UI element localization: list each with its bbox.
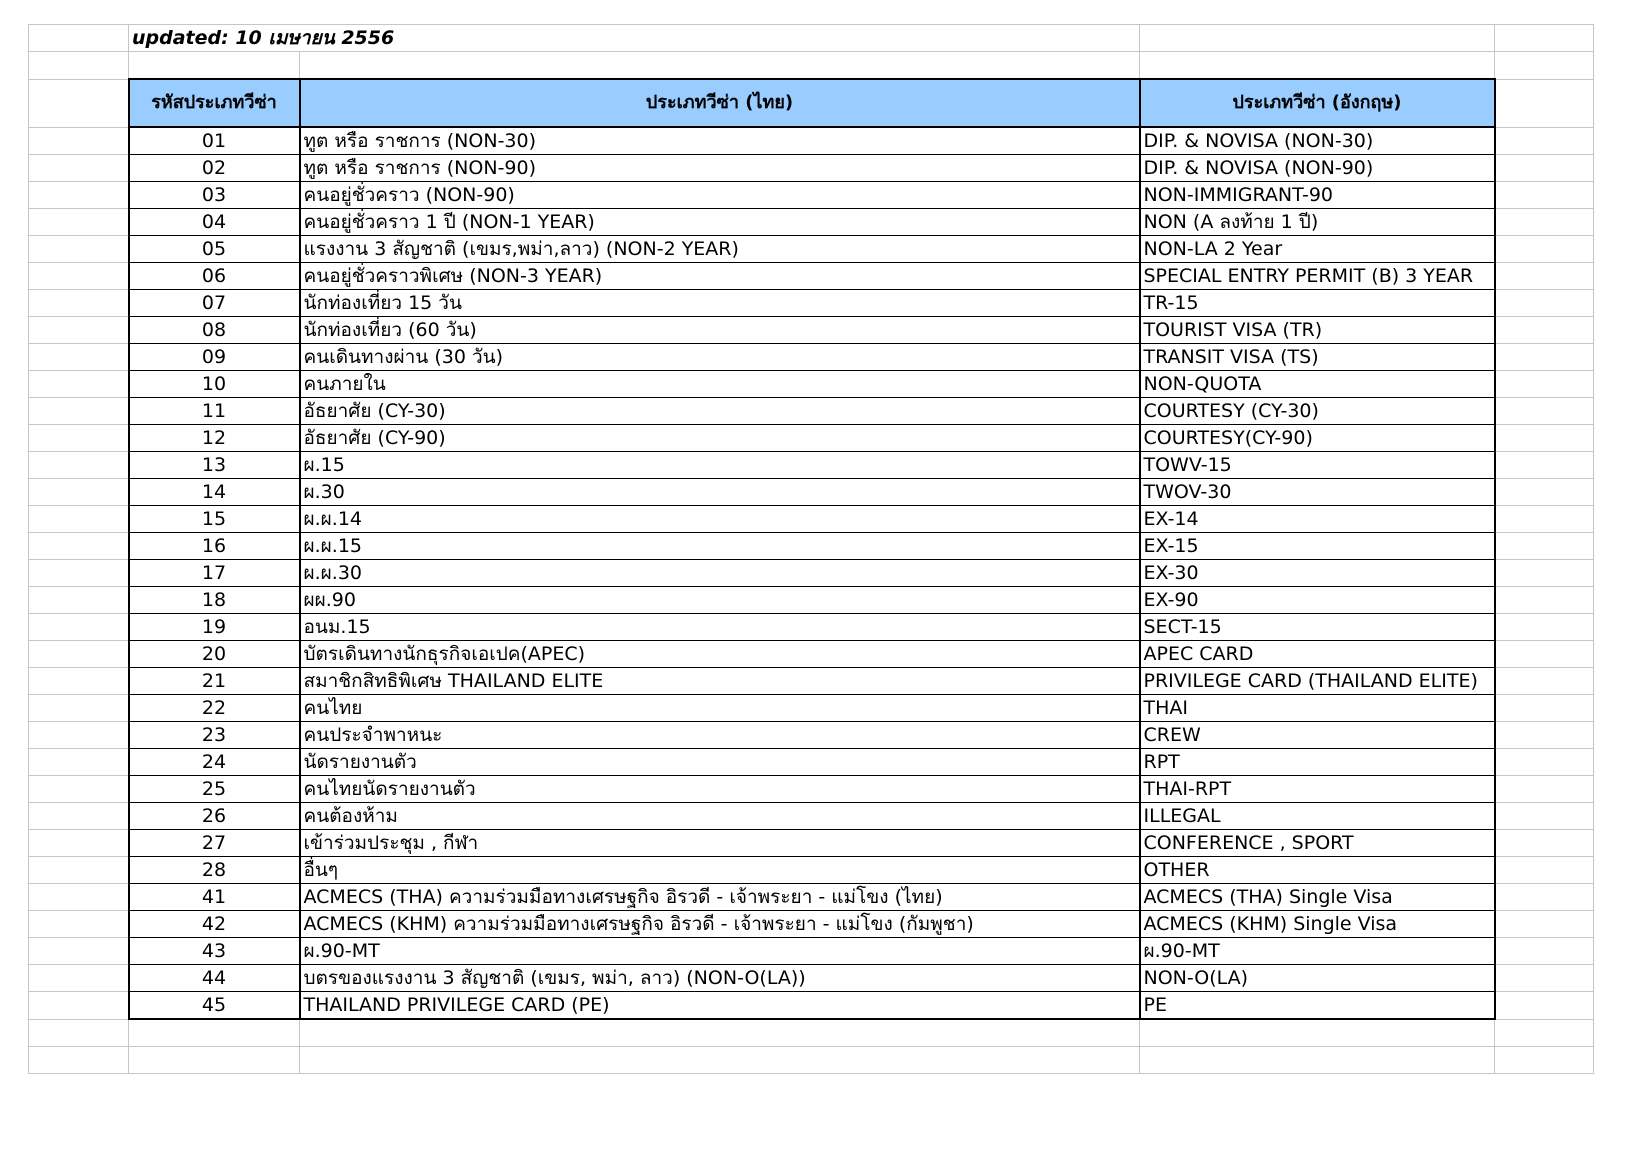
- visa-code-cell[interactable]: 25: [129, 776, 300, 803]
- visa-english-cell[interactable]: OTHER: [1140, 857, 1495, 884]
- cell[interactable]: [29, 641, 129, 668]
- cell[interactable]: [29, 776, 129, 803]
- cell[interactable]: [29, 127, 129, 155]
- visa-english-cell[interactable]: ผ.90-MT: [1140, 938, 1495, 965]
- visa-english-cell[interactable]: NON-O(LA): [1140, 965, 1495, 992]
- header-english[interactable]: ประเภทวีซ่า (อังกฤษ): [1140, 79, 1495, 127]
- cell[interactable]: [1140, 25, 1495, 52]
- cell[interactable]: [1495, 263, 1594, 290]
- visa-thai-cell[interactable]: อนม.15: [300, 614, 1140, 641]
- cell[interactable]: [129, 52, 300, 80]
- visa-thai-cell[interactable]: คนเดินทางผ่าน (30 วัน): [300, 344, 1140, 371]
- visa-thai-cell[interactable]: ACMECS (THA) ความร่วมมือทางเศรษฐกิจ อิรวดี - เจ้าพระยา - แม่โขง (ไทย): [300, 884, 1140, 911]
- cell[interactable]: [129, 1019, 300, 1047]
- visa-code-cell[interactable]: 13: [129, 452, 300, 479]
- cell[interactable]: [29, 155, 129, 182]
- visa-type-sheet: [28, 24, 1594, 1074]
- visa-english-cell[interactable]: DIP. & NOVISA (NON-90): [1140, 155, 1495, 182]
- cell[interactable]: [29, 830, 129, 857]
- sheet-body: [29, 25, 1594, 1074]
- visa-thai-cell[interactable]: คนอยู่ชั่วคราว 1 ปี (NON-1 YEAR): [300, 209, 1140, 236]
- cell[interactable]: [1495, 803, 1594, 830]
- cell[interactable]: [29, 668, 129, 695]
- visa-code-cell[interactable]: 43: [129, 938, 300, 965]
- visa-code-cell[interactable]: 16: [129, 533, 300, 560]
- visa-code-cell[interactable]: 07: [129, 290, 300, 317]
- header-thai[interactable]: ประเภทวีซ่า (ไทย): [300, 79, 1140, 127]
- table-row: [29, 371, 1594, 398]
- visa-english-cell[interactable]: TOWV-15: [1140, 452, 1495, 479]
- visa-code-cell[interactable]: 06: [129, 263, 300, 290]
- visa-thai-cell[interactable]: ผ.ผ.14: [300, 506, 1140, 533]
- table-row: [29, 803, 1594, 830]
- blank-row: [29, 1047, 1594, 1074]
- cell[interactable]: [1495, 938, 1594, 965]
- table-row: [29, 776, 1594, 803]
- visa-english-cell[interactable]: SECT-15: [1140, 614, 1495, 641]
- cell[interactable]: [1495, 25, 1594, 52]
- cell[interactable]: [1495, 776, 1594, 803]
- table-row: [29, 398, 1594, 425]
- visa-code-cell[interactable]: 18: [129, 587, 300, 614]
- cell[interactable]: [29, 371, 129, 398]
- table-row: [29, 344, 1594, 371]
- cell[interactable]: [29, 425, 129, 452]
- cell[interactable]: [1495, 749, 1594, 776]
- visa-thai-cell[interactable]: สมาชิกสิทธิพิเศษ THAILAND ELITE: [300, 668, 1140, 695]
- visa-thai-cell[interactable]: ผ.90-MT: [300, 938, 1140, 965]
- visa-thai-cell[interactable]: ผผ.90: [300, 587, 1140, 614]
- visa-english-cell[interactable]: TWOV-30: [1140, 479, 1495, 506]
- cell[interactable]: [1495, 52, 1594, 80]
- cell[interactable]: [1495, 182, 1594, 209]
- visa-english-cell[interactable]: EX-30: [1140, 560, 1495, 587]
- table-row: [29, 182, 1594, 209]
- cell[interactable]: [29, 1019, 129, 1047]
- visa-code-cell[interactable]: 27: [129, 830, 300, 857]
- visa-thai-cell[interactable]: อื่นๆ: [300, 857, 1140, 884]
- visa-code-cell[interactable]: 42: [129, 911, 300, 938]
- visa-thai-cell[interactable]: คนอยู่ชั่วคราว (NON-90): [300, 182, 1140, 209]
- visa-english-cell[interactable]: NON (A ลงท้าย 1 ปี): [1140, 209, 1495, 236]
- blank-row: [29, 52, 1594, 80]
- visa-thai-cell[interactable]: นักท่องเที่ยว (60 วัน): [300, 317, 1140, 344]
- table-row: [29, 155, 1594, 182]
- table-row: [29, 749, 1594, 776]
- cell[interactable]: [29, 695, 129, 722]
- cell[interactable]: [29, 1047, 129, 1074]
- cell[interactable]: [29, 749, 129, 776]
- visa-thai-cell[interactable]: คนประจำพาหนะ: [300, 722, 1140, 749]
- visa-code-cell[interactable]: 04: [129, 209, 300, 236]
- cell[interactable]: [1495, 857, 1594, 884]
- visa-thai-cell[interactable]: อัธยาศัย (CY-30): [300, 398, 1140, 425]
- visa-code-cell[interactable]: 21: [129, 668, 300, 695]
- visa-english-cell[interactable]: CONFERENCE , SPORT: [1140, 830, 1495, 857]
- visa-code-cell[interactable]: 26: [129, 803, 300, 830]
- visa-english-cell[interactable]: EX-14: [1140, 506, 1495, 533]
- cell[interactable]: [1495, 614, 1594, 641]
- table-row: [29, 722, 1594, 749]
- cell[interactable]: [1495, 452, 1594, 479]
- updated-label[interactable]: updated: 10 เมษายน 2556: [129, 25, 1140, 52]
- table-row: [29, 884, 1594, 911]
- cell[interactable]: [1495, 317, 1594, 344]
- visa-thai-cell[interactable]: บัตรเดินทางนักธุรกิจเอเปค(APEC): [300, 641, 1140, 668]
- cell[interactable]: [129, 1047, 300, 1074]
- visa-code-cell[interactable]: 19: [129, 614, 300, 641]
- cell[interactable]: [1495, 209, 1594, 236]
- visa-thai-cell[interactable]: ผ.ผ.30: [300, 560, 1140, 587]
- visa-english-cell[interactable]: NON-LA 2 Year: [1140, 236, 1495, 263]
- visa-english-cell[interactable]: TRANSIT VISA (TS): [1140, 344, 1495, 371]
- visa-english-cell[interactable]: SPECIAL ENTRY PERMIT (B) 3 YEAR: [1140, 263, 1495, 290]
- table-row: [29, 641, 1594, 668]
- visa-thai-cell[interactable]: ทูต หรือ ราชการ (NON-90): [300, 155, 1140, 182]
- cell[interactable]: [1495, 127, 1594, 155]
- cell[interactable]: [1495, 1047, 1594, 1074]
- header-row: [29, 79, 1594, 127]
- cell[interactable]: [1495, 236, 1594, 263]
- blank-row: [29, 1019, 1594, 1047]
- visa-thai-cell[interactable]: ACMECS (KHM) ความร่วมมือทางเศรษฐกิจ อิรวดี - เจ้าพระยา - แม่โขง (กัมพูชา): [300, 911, 1140, 938]
- table-row: [29, 992, 1594, 1020]
- cell[interactable]: [29, 79, 129, 127]
- cell[interactable]: [29, 911, 129, 938]
- cell[interactable]: [1495, 884, 1594, 911]
- cell[interactable]: [1495, 695, 1594, 722]
- visa-thai-cell[interactable]: คนไทยนัดรายงานตัว: [300, 776, 1140, 803]
- visa-thai-cell[interactable]: นักท่องเที่ยว 15 วัน: [300, 290, 1140, 317]
- cell[interactable]: [1495, 992, 1594, 1020]
- visa-code-cell[interactable]: 28: [129, 857, 300, 884]
- visa-thai-cell[interactable]: ผ.ผ.15: [300, 533, 1140, 560]
- table-row: [29, 614, 1594, 641]
- cell[interactable]: [29, 506, 129, 533]
- table-row: [29, 533, 1594, 560]
- visa-thai-cell[interactable]: ทูต หรือ ราชการ (NON-30): [300, 127, 1140, 155]
- table-row: [29, 560, 1594, 587]
- cell[interactable]: [1495, 398, 1594, 425]
- cell[interactable]: [1495, 425, 1594, 452]
- cell[interactable]: [1495, 290, 1594, 317]
- visa-thai-cell[interactable]: เข้าร่วมประชุม , กีฬา: [300, 830, 1140, 857]
- cell[interactable]: [29, 938, 129, 965]
- table-row: [29, 668, 1594, 695]
- visa-code-cell[interactable]: 01: [129, 127, 300, 155]
- cell[interactable]: [1495, 1019, 1594, 1047]
- cell[interactable]: [29, 884, 129, 911]
- cell[interactable]: [29, 560, 129, 587]
- table-row: [29, 236, 1594, 263]
- visa-code-cell[interactable]: 22: [129, 695, 300, 722]
- table-row: [29, 425, 1594, 452]
- visa-english-cell[interactable]: APEC CARD: [1140, 641, 1495, 668]
- cell[interactable]: [29, 965, 129, 992]
- visa-english-cell[interactable]: EX-90: [1140, 587, 1495, 614]
- cell[interactable]: [1140, 52, 1495, 80]
- visa-english-cell[interactable]: ACMECS (THA) Single Visa: [1140, 884, 1495, 911]
- visa-code-cell[interactable]: 03: [129, 182, 300, 209]
- visa-english-cell[interactable]: RPT: [1140, 749, 1495, 776]
- table-row: [29, 263, 1594, 290]
- cell[interactable]: [29, 236, 129, 263]
- table-row: [29, 317, 1594, 344]
- visa-english-cell[interactable]: COURTESY (CY-30): [1140, 398, 1495, 425]
- table-row: [29, 479, 1594, 506]
- visa-english-cell[interactable]: TR-15: [1140, 290, 1495, 317]
- visa-code-cell[interactable]: 17: [129, 560, 300, 587]
- visa-english-cell[interactable]: EX-15: [1140, 533, 1495, 560]
- cell[interactable]: [1495, 479, 1594, 506]
- cell[interactable]: [29, 209, 129, 236]
- cell[interactable]: [1495, 641, 1594, 668]
- cell[interactable]: [1140, 1047, 1495, 1074]
- visa-thai-cell[interactable]: THAILAND PRIVILEGE CARD (PE): [300, 992, 1140, 1020]
- table-row: [29, 209, 1594, 236]
- cell[interactable]: [1140, 1019, 1495, 1047]
- visa-code-cell[interactable]: 11: [129, 398, 300, 425]
- visa-english-cell[interactable]: PE: [1140, 992, 1495, 1020]
- visa-thai-cell[interactable]: คนต้องห้าม: [300, 803, 1140, 830]
- visa-code-cell[interactable]: 09: [129, 344, 300, 371]
- cell[interactable]: [29, 803, 129, 830]
- visa-thai-cell[interactable]: คนภายใน: [300, 371, 1140, 398]
- cell[interactable]: [29, 317, 129, 344]
- cell[interactable]: [1495, 79, 1594, 127]
- visa-english-cell[interactable]: ILLEGAL: [1140, 803, 1495, 830]
- visa-thai-cell[interactable]: บตรของแรงงาน 3 สัญชาติ (เขมร, พม่า, ลาว) (NON-O(LA)): [300, 965, 1140, 992]
- visa-thai-cell[interactable]: คนไทย: [300, 695, 1140, 722]
- cell[interactable]: [1495, 506, 1594, 533]
- visa-thai-cell[interactable]: แรงงาน 3 สัญชาติ (เขมร,พม่า,ลาว) (NON-2 YEAR): [300, 236, 1140, 263]
- visa-code-cell[interactable]: 10: [129, 371, 300, 398]
- cell[interactable]: [29, 587, 129, 614]
- visa-code-cell[interactable]: 41: [129, 884, 300, 911]
- cell[interactable]: [29, 533, 129, 560]
- table-row: [29, 911, 1594, 938]
- visa-code-cell[interactable]: 02: [129, 155, 300, 182]
- cell[interactable]: [29, 479, 129, 506]
- cell[interactable]: [29, 722, 129, 749]
- table-row: [29, 452, 1594, 479]
- cell[interactable]: [29, 25, 129, 52]
- cell[interactable]: [300, 1019, 1140, 1047]
- visa-english-cell[interactable]: ACMECS (KHM) Single Visa: [1140, 911, 1495, 938]
- visa-english-cell[interactable]: CREW: [1140, 722, 1495, 749]
- cell[interactable]: [1495, 830, 1594, 857]
- cell[interactable]: [1495, 560, 1594, 587]
- visa-english-cell[interactable]: DIP. & NOVISA (NON-30): [1140, 127, 1495, 155]
- cell[interactable]: [1495, 533, 1594, 560]
- visa-english-cell[interactable]: COURTESY(CY-90): [1140, 425, 1495, 452]
- table-row: [29, 290, 1594, 317]
- visa-english-cell[interactable]: NON-QUOTA: [1140, 371, 1495, 398]
- visa-code-cell[interactable]: 05: [129, 236, 300, 263]
- cell[interactable]: [29, 857, 129, 884]
- table-row: [29, 938, 1594, 965]
- visa-code-cell[interactable]: 44: [129, 965, 300, 992]
- updated-row: [29, 25, 1594, 52]
- cell[interactable]: [29, 992, 129, 1020]
- cell[interactable]: [29, 290, 129, 317]
- cell[interactable]: [1495, 911, 1594, 938]
- cell[interactable]: [300, 1047, 1140, 1074]
- visa-code-cell[interactable]: 15: [129, 506, 300, 533]
- cell[interactable]: [29, 344, 129, 371]
- cell[interactable]: [300, 52, 1140, 80]
- table-row: [29, 506, 1594, 533]
- cell[interactable]: [29, 263, 129, 290]
- visa-code-cell[interactable]: 12: [129, 425, 300, 452]
- cell[interactable]: [1495, 668, 1594, 695]
- cell[interactable]: [29, 182, 129, 209]
- visa-code-cell[interactable]: 24: [129, 749, 300, 776]
- visa-thai-cell[interactable]: ผ.30: [300, 479, 1140, 506]
- visa-thai-cell[interactable]: ผ.15: [300, 452, 1140, 479]
- visa-english-cell[interactable]: PRIVILEGE CARD (THAILAND ELITE): [1140, 668, 1495, 695]
- visa-code-cell[interactable]: 14: [129, 479, 300, 506]
- visa-thai-cell[interactable]: นัดรายงานตัว: [300, 749, 1140, 776]
- cell[interactable]: [29, 398, 129, 425]
- table-row: [29, 127, 1594, 155]
- table-row: [29, 965, 1594, 992]
- visa-english-cell[interactable]: THAI-RPT: [1140, 776, 1495, 803]
- cell[interactable]: [1495, 587, 1594, 614]
- header-code[interactable]: รหัสประเภทวีซ่า: [129, 79, 300, 127]
- cell[interactable]: [29, 52, 129, 80]
- visa-code-cell[interactable]: 20: [129, 641, 300, 668]
- visa-code-cell[interactable]: 23: [129, 722, 300, 749]
- cell[interactable]: [1495, 722, 1594, 749]
- cell[interactable]: [29, 452, 129, 479]
- cell[interactable]: [1495, 371, 1594, 398]
- table-row: [29, 830, 1594, 857]
- cell[interactable]: [1495, 965, 1594, 992]
- cell[interactable]: [1495, 344, 1594, 371]
- visa-english-cell[interactable]: TOURIST VISA (TR): [1140, 317, 1495, 344]
- table-row: [29, 857, 1594, 884]
- cell[interactable]: [1495, 155, 1594, 182]
- visa-english-cell[interactable]: NON-IMMIGRANT-90: [1140, 182, 1495, 209]
- visa-code-cell[interactable]: 08: [129, 317, 300, 344]
- table-row: [29, 587, 1594, 614]
- table-row: [29, 695, 1594, 722]
- visa-english-cell[interactable]: THAI: [1140, 695, 1495, 722]
- visa-thai-cell[interactable]: คนอยู่ชั่วคราวพิเศษ (NON-3 YEAR): [300, 263, 1140, 290]
- visa-code-cell[interactable]: 45: [129, 992, 300, 1020]
- cell[interactable]: [29, 614, 129, 641]
- visa-thai-cell[interactable]: อัธยาศัย (CY-90): [300, 425, 1140, 452]
